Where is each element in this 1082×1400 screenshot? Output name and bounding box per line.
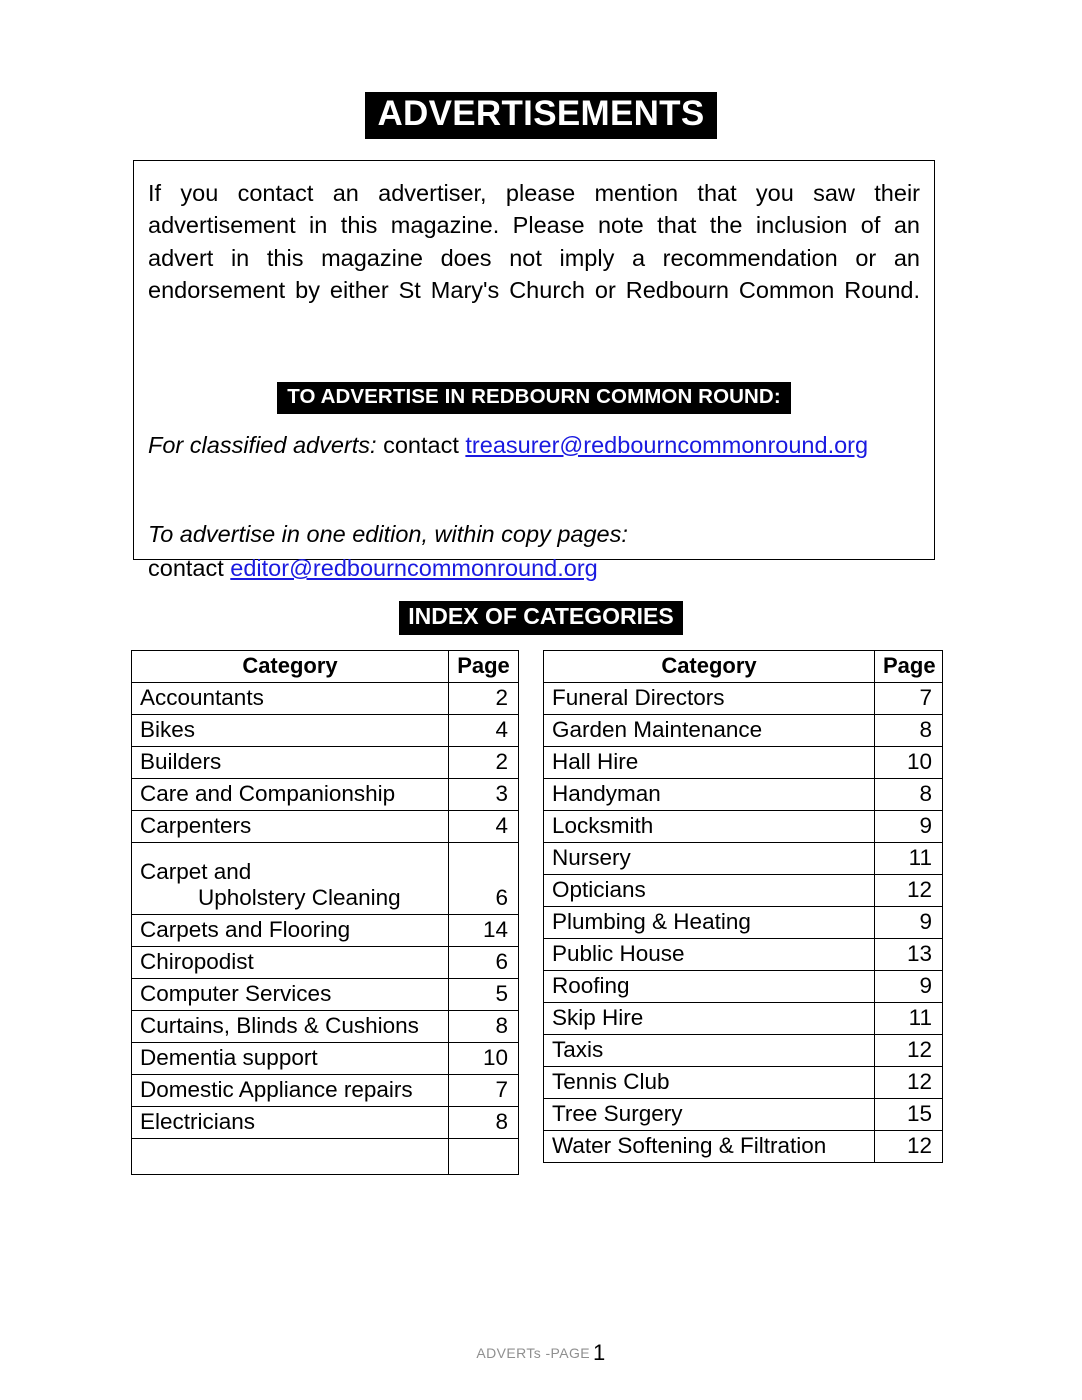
category-cell: Curtains, Blinds & Cushions: [132, 1011, 449, 1043]
table-row: [132, 683, 519, 715]
page-number-cell: 12: [875, 1067, 943, 1099]
category-cell: Garden Maintenance: [544, 715, 875, 747]
page-title-container: [0, 92, 1082, 139]
category-cell-line-2: Upholstery Cleaning: [198, 885, 401, 910]
page-number-cell: 3: [449, 779, 519, 811]
one-edition-contact-word: contact: [148, 555, 231, 582]
footer-page-number: 1: [592, 1340, 606, 1365]
page-number-cell: 5: [449, 979, 519, 1011]
table-row: [544, 1067, 943, 1099]
category-cell: [132, 843, 449, 915]
category-cell: Plumbing & Heating: [544, 907, 875, 939]
table-row: [132, 715, 519, 747]
classified-contact-word: contact: [376, 431, 466, 458]
category-cell: Water Softening & Filtration: [544, 1131, 875, 1163]
footer-label: ADVERTs -PAGE: [476, 1345, 590, 1361]
page-number-cell: 7: [875, 683, 943, 715]
page-footer: [0, 1340, 1082, 1366]
column-header-category: Category: [544, 651, 875, 683]
page-number-cell: 8: [875, 715, 943, 747]
table-row: [132, 811, 519, 843]
category-cell: Roofing: [544, 971, 875, 1003]
classified-adverts-line: [148, 430, 920, 462]
category-cell: Carpenters: [132, 811, 449, 843]
page-number-cell: 14: [449, 915, 519, 947]
treasurer-email-link[interactable]: treasurer@redbourncommonround.org: [465, 431, 869, 458]
category-cell: Taxis: [544, 1035, 875, 1067]
category-cell: Care and Companionship: [132, 779, 449, 811]
table-row: [544, 1035, 943, 1067]
one-edition-line: [148, 519, 920, 551]
category-cell: Domestic Appliance repairs: [132, 1075, 449, 1107]
page-number-cell: 4: [449, 811, 519, 843]
page-number-cell: 12: [875, 1131, 943, 1163]
category-cell-line-1: Carpet and: [140, 859, 252, 884]
index-banner-container: [0, 601, 1082, 635]
page-number-cell: 8: [875, 779, 943, 811]
page-number-cell: 15: [875, 1099, 943, 1131]
page-number-cell: 10: [449, 1043, 519, 1075]
table-header-row: [132, 651, 519, 683]
page-number-cell: 9: [875, 907, 943, 939]
index-table-right: [543, 650, 943, 1163]
table-row: [544, 1003, 943, 1035]
category-cell: Nursery: [544, 843, 875, 875]
category-cell: Builders: [132, 747, 449, 779]
table-row: [544, 715, 943, 747]
column-header-category: Category: [132, 651, 449, 683]
index-of-categories-heading: INDEX OF CATEGORIES: [399, 601, 682, 635]
category-cell: Locksmith: [544, 811, 875, 843]
page-number-cell: 12: [875, 875, 943, 907]
table-row: [132, 779, 519, 811]
page-number-cell: 9: [875, 971, 943, 1003]
page-number-cell: 9: [875, 811, 943, 843]
page-number-cell: 6: [449, 947, 519, 979]
category-cell: Hall Hire: [544, 747, 875, 779]
page-number-cell: 4: [449, 715, 519, 747]
notice-body-text: If you contact an advertiser, please mention that you saw their advertisement in this magazine. Please note that the inclusion of an advert in this magazine does not imply a recommendation or an endorsement by either St Mary's Church or Redbourn Common Round.: [148, 180, 920, 304]
page-number-cell: 2: [449, 747, 519, 779]
page-number-cell: 8: [449, 1107, 519, 1139]
editor-contact-line: [148, 553, 920, 585]
advertiser-notice-box: [133, 160, 935, 582]
page-number-cell: 12: [875, 1035, 943, 1067]
page-number-cell: 6: [449, 843, 519, 915]
column-header-page: Page: [449, 651, 519, 683]
category-cell: Opticians: [544, 875, 875, 907]
page-number-cell: 11: [875, 843, 943, 875]
category-cell: Skip Hire: [544, 1003, 875, 1035]
page-number-cell: [449, 1139, 519, 1175]
table-row: [544, 843, 943, 875]
classified-adverts-label: For classified adverts:: [148, 431, 377, 458]
advertise-banner-heading: TO ADVERTISE IN REDBOURN COMMON ROUND:: [277, 382, 791, 414]
table-row: [544, 683, 943, 715]
table-row: [544, 1099, 943, 1131]
table-row: [132, 1011, 519, 1043]
category-cell: Bikes: [132, 715, 449, 747]
table-row: [132, 1043, 519, 1075]
table-row: [132, 1075, 519, 1107]
category-cell: Computer Services: [132, 979, 449, 1011]
table-row: [132, 1107, 519, 1139]
category-cell: Funeral Directors: [544, 683, 875, 715]
table-row: [132, 947, 519, 979]
table-header-row: [544, 651, 943, 683]
table-row: [544, 907, 943, 939]
editor-email-link[interactable]: editor@redbourncommonround.org: [230, 555, 598, 582]
index-table-left: [131, 650, 519, 1175]
page-title: ADVERTISEMENTS: [365, 92, 716, 139]
category-cell: Accountants: [132, 683, 449, 715]
category-cell: Handyman: [544, 779, 875, 811]
category-cell: [132, 1139, 449, 1175]
index-tables-area: [0, 650, 1082, 1230]
category-cell: Public House: [544, 939, 875, 971]
page-number-cell: 7: [449, 1075, 519, 1107]
page-number-cell: 13: [875, 939, 943, 971]
page-number-cell: 10: [875, 747, 943, 779]
category-cell: Carpets and Flooring: [132, 915, 449, 947]
table-row: [132, 979, 519, 1011]
table-row: [544, 1131, 943, 1163]
table-row: [132, 915, 519, 947]
table-row: [132, 843, 519, 915]
category-cell: Chiropodist: [132, 947, 449, 979]
table-row: [544, 875, 943, 907]
one-edition-label: To advertise in one edition, within copy pages:: [148, 521, 628, 548]
table-row: [132, 1139, 519, 1175]
table-row: [544, 811, 943, 843]
category-cell: Tennis Club: [544, 1067, 875, 1099]
table-row: [544, 747, 943, 779]
table-row: [132, 747, 519, 779]
column-header-page: Page: [875, 651, 943, 683]
page-number-cell: 2: [449, 683, 519, 715]
category-cell: Electricians: [132, 1107, 449, 1139]
category-cell: Dementia support: [132, 1043, 449, 1075]
category-cell: Tree Surgery: [544, 1099, 875, 1131]
table-row: [544, 939, 943, 971]
advertise-banner-container: [148, 382, 920, 414]
table-row: [544, 971, 943, 1003]
table-row: [544, 779, 943, 811]
page-number-cell: 11: [875, 1003, 943, 1035]
page-number-cell: 8: [449, 1011, 519, 1043]
